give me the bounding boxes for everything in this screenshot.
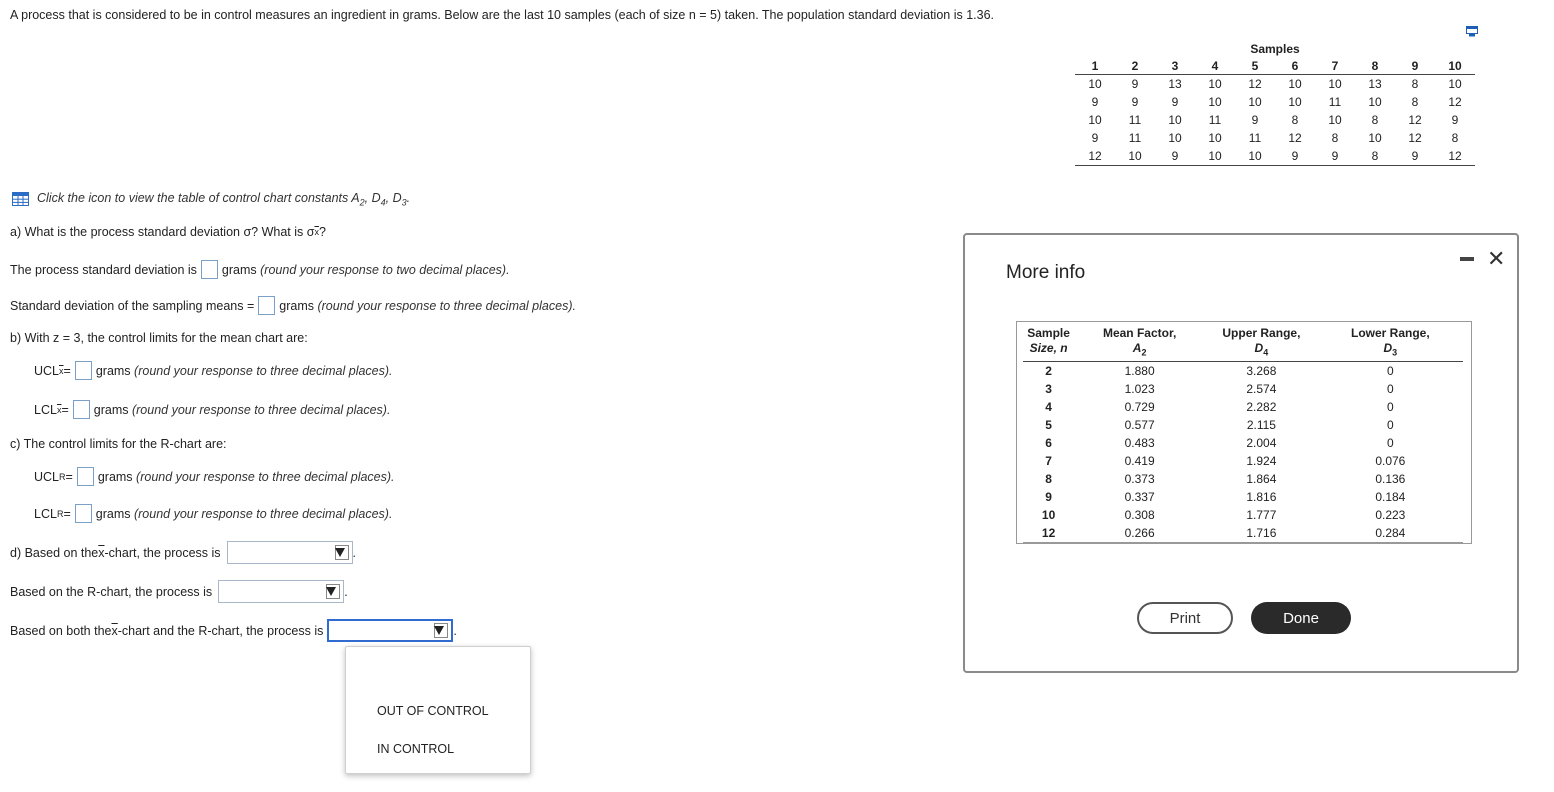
constants-cell: 0 <box>1386 400 1394 415</box>
problem-statement: A process that is considered to be in control measures an ingredient in grams. Below are the last 10 samples (each of size n = 5) taken. The population standard deviation is 1.36. <box>10 8 995 22</box>
sample-cell: 9 <box>1091 95 1099 109</box>
constants-cell: 1.864 <box>1246 472 1277 487</box>
minimize-icon[interactable] <box>1460 257 1474 261</box>
constants-cell: 6 <box>1045 436 1052 451</box>
sample-cell: 12 <box>1448 95 1462 109</box>
constants-cell: 5 <box>1045 418 1052 433</box>
sample-cell: 13 <box>1168 77 1182 91</box>
sample-cell: 10 <box>1195 147 1235 166</box>
sample-cell: 9 <box>1171 95 1179 109</box>
ucl-x-input[interactable] <box>75 361 92 380</box>
constants-row <box>1023 416 1463 434</box>
sample-cell: 8 <box>1355 147 1395 166</box>
close-icon[interactable]: ✕ <box>1487 246 1506 271</box>
constants-cell: 12 <box>1023 524 1074 543</box>
constants-cell: 0.136 <box>1375 472 1406 487</box>
constants-row <box>1023 506 1463 524</box>
constants-cell: 0.266 <box>1074 524 1205 543</box>
table-grid-icon[interactable] <box>12 192 29 206</box>
constants-cell: 0.308 <box>1124 508 1155 523</box>
xbar-chart-select[interactable] <box>227 541 353 564</box>
constants-row <box>1023 434 1463 452</box>
sample-row <box>1075 147 1475 166</box>
sample-column-header: 1 <box>1075 58 1115 75</box>
sample-row <box>1075 93 1475 111</box>
copy-icon[interactable] <box>1466 26 1478 37</box>
chevron-down-icon[interactable] <box>434 623 448 638</box>
lcl-r-input[interactable] <box>75 504 92 523</box>
constants-cell: 10 <box>1041 508 1056 523</box>
constants-cell: 4 <box>1045 400 1052 415</box>
sample-column-header: 10 <box>1435 58 1475 75</box>
sample-column-header: 7 <box>1315 58 1355 75</box>
sample-cell: 10 <box>1328 77 1342 91</box>
constants-cell: 0 <box>1386 436 1394 451</box>
sample-cell: 12 <box>1435 147 1475 166</box>
control-chart-table-link[interactable] <box>12 191 410 208</box>
chevron-down-icon[interactable] <box>326 584 340 599</box>
sigma-xbar-sub: $\overline{x}$ <box>314 227 319 237</box>
constants-cell: 0 <box>1386 364 1394 379</box>
col-mean-factor: Mean Factor, $A_2$ <box>1074 322 1205 362</box>
constants-cell: 3 <box>1045 382 1052 397</box>
sample-cell: 10 <box>1208 95 1222 109</box>
sample-cell: 10 <box>1088 113 1102 127</box>
sample-cell: 12 <box>1075 147 1115 166</box>
sample-cell: 10 <box>1368 131 1382 145</box>
sample-cell: 10 <box>1235 147 1275 166</box>
lcl-x-row: LCL $\overline{x}$ = grams (round your response to three decimal places). <box>34 400 390 419</box>
sample-cell: 10 <box>1115 147 1155 166</box>
samples-table <box>1075 42 1475 166</box>
question-f-row: Based on both the $\overline{x}$ -chart and the R-chart, the process is . <box>10 619 457 642</box>
sample-column-header: 9 <box>1395 58 1435 75</box>
chevron-down-icon[interactable] <box>335 545 349 560</box>
constants-cell: 2.574 <box>1246 382 1277 397</box>
sample-cell: 10 <box>1208 131 1222 145</box>
constants-cell: 0.373 <box>1124 472 1155 487</box>
ucl-r-input[interactable] <box>77 467 94 486</box>
sample-cell: 12 <box>1408 113 1422 127</box>
sample-cell: 10 <box>1328 113 1342 127</box>
constants-row <box>1023 470 1463 488</box>
sample-cell: 9 <box>1395 147 1435 166</box>
constants-cell: 0.419 <box>1124 454 1155 469</box>
sample-cell: 10 <box>1208 77 1222 91</box>
ucl-x-row: UCL $\overline{x}$ = grams (round your response to three decimal places). <box>34 361 393 380</box>
r-chart-select[interactable] <box>218 580 344 603</box>
constants-cell: 2 <box>1045 364 1052 379</box>
option-out-of-control[interactable]: OUT OF CONTROL <box>377 704 489 718</box>
constants-row <box>1023 452 1463 470</box>
sample-cell: 10 <box>1248 95 1262 109</box>
question-d-row: d) Based on the $\overline{x}$ -chart, the process is . <box>10 541 356 564</box>
col-upper-range: Upper Range, $D_4$ <box>1205 322 1318 362</box>
sample-cell: 9 <box>1251 113 1259 127</box>
constants-cell: 0.729 <box>1124 400 1155 415</box>
ucl-r-row: UCL R = grams (round your response to three decimal places). <box>34 467 395 486</box>
lcl-x-input[interactable] <box>73 400 90 419</box>
constants-cell: 2.282 <box>1246 400 1277 415</box>
answer-a1-label: The process standard deviation is <box>10 262 197 277</box>
sampling-sd-input[interactable] <box>258 296 275 315</box>
more-info-dialog <box>963 233 1519 673</box>
sample-cell: 11 <box>1328 95 1342 109</box>
both-charts-select[interactable] <box>327 619 453 642</box>
constants-cell: 7 <box>1045 454 1052 469</box>
question-e-row: Based on the R-chart, the process is . <box>10 580 348 603</box>
sample-column-header: 5 <box>1235 58 1275 75</box>
sample-column-header: 6 <box>1275 58 1315 75</box>
constants-cell: 0.184 <box>1375 490 1406 505</box>
constants-cell: 0 <box>1386 382 1394 397</box>
process-sd-input[interactable] <box>201 260 218 279</box>
constants-row <box>1023 362 1463 381</box>
answer-a1-row: The process standard deviation is grams (round your response to two decimal places). <box>10 260 510 279</box>
sample-cell: 10 <box>1168 113 1182 127</box>
sample-cell: 10 <box>1368 95 1382 109</box>
question-c: c) The control limits for the R-chart are: <box>10 437 227 451</box>
constants-cell: 9 <box>1045 490 1052 505</box>
sample-cell: 9 <box>1131 77 1139 91</box>
constants-cell: 1.880 <box>1124 364 1155 379</box>
constants-cell: 0.483 <box>1124 436 1155 451</box>
samples-caption: Samples <box>1250 42 1300 56</box>
constants-cell: 0.577 <box>1124 418 1155 433</box>
sample-row <box>1075 129 1475 147</box>
answer-a2-row: Standard deviation of the sampling means = grams (round your response to three decimal places). <box>10 296 576 315</box>
sample-cell: 11 <box>1248 131 1262 145</box>
sample-cell: 10 <box>1168 131 1182 145</box>
sample-cell: 8 <box>1451 131 1459 145</box>
sample-cell: 10 <box>1448 77 1462 91</box>
option-in-control[interactable]: IN CONTROL <box>377 742 455 756</box>
sample-column-header: 4 <box>1195 58 1235 75</box>
constants-cell: 0.284 <box>1318 524 1463 543</box>
constants-cell: 1.816 <box>1246 490 1277 505</box>
sample-row <box>1075 111 1475 129</box>
sample-column-header: 2 <box>1115 58 1155 75</box>
constants-cell: 2.115 <box>1246 418 1276 433</box>
sample-column-header: 3 <box>1155 58 1195 75</box>
sample-cell: 9 <box>1155 147 1195 166</box>
sample-cell: 9 <box>1451 113 1459 127</box>
constants-cell: 3.268 <box>1246 364 1277 379</box>
table-link-text[interactable]: Click the icon to view the table of control chart constants $A_2$, $D_4$, $D_3$. <box>37 191 411 208</box>
sample-cell: 11 <box>1208 113 1222 127</box>
constants-cell: 0.337 <box>1124 490 1155 505</box>
dialog-title: More info <box>1006 262 1086 283</box>
constants-cell: 1.924 <box>1246 454 1277 469</box>
answer-a2-label: Standard deviation of the sampling means = <box>10 298 255 313</box>
constants-cell: 1.023 <box>1124 382 1155 397</box>
sample-cell: 9 <box>1131 95 1139 109</box>
constants-cell: 1.777 <box>1246 508 1277 523</box>
process-status-dropdown <box>345 646 531 774</box>
sample-cell: 8 <box>1411 77 1419 91</box>
sample-cell: 11 <box>1128 113 1142 127</box>
sample-cell: 9 <box>1091 131 1099 145</box>
question-a: a) What is the process standard deviation σ? What is σ $\overline{x}$ ? <box>10 225 326 239</box>
sample-cell: 10 <box>1288 95 1302 109</box>
col-sample-size: Sample Size, n <box>1023 322 1074 362</box>
constants-cell: 8 <box>1045 472 1052 487</box>
sample-cell: 8 <box>1411 95 1419 109</box>
sample-cell: 9 <box>1275 147 1315 166</box>
sample-cell: 11 <box>1128 131 1142 145</box>
done-button[interactable]: Done <box>1251 602 1351 634</box>
sample-cell: 8 <box>1371 113 1379 127</box>
sample-cell: 10 <box>1088 77 1102 91</box>
constants-cell: 0.223 <box>1375 508 1406 523</box>
constants-cell: 0 <box>1386 418 1394 433</box>
constants-row <box>1023 398 1463 416</box>
control-chart-constants-table <box>1016 321 1472 544</box>
constants-row <box>1023 488 1463 506</box>
sample-cell: 12 <box>1288 131 1302 145</box>
sample-cell: 10 <box>1288 77 1302 91</box>
col-lower-range: Lower Range, $D_3$ <box>1318 322 1463 362</box>
sample-column-header: 8 <box>1355 58 1395 75</box>
constants-cell: 0.076 <box>1375 454 1406 469</box>
sample-cell: 8 <box>1291 113 1299 127</box>
constants-row <box>1023 524 1463 543</box>
constants-cell: 2.004 <box>1246 436 1277 451</box>
sample-cell: 13 <box>1368 77 1382 91</box>
sample-row <box>1075 75 1475 94</box>
sample-cell: 12 <box>1408 131 1422 145</box>
sample-cell: 9 <box>1315 147 1355 166</box>
question-b: b) With z = 3, the control limits for the mean chart are: <box>10 331 308 345</box>
constants-row <box>1023 380 1463 398</box>
print-button[interactable]: Print <box>1137 602 1233 634</box>
lcl-r-row: LCL R = grams (round your response to three decimal places). <box>34 504 392 523</box>
sample-cell: 12 <box>1248 77 1262 91</box>
constants-cell: 1.716 <box>1205 524 1318 543</box>
sample-cell: 8 <box>1331 131 1339 145</box>
